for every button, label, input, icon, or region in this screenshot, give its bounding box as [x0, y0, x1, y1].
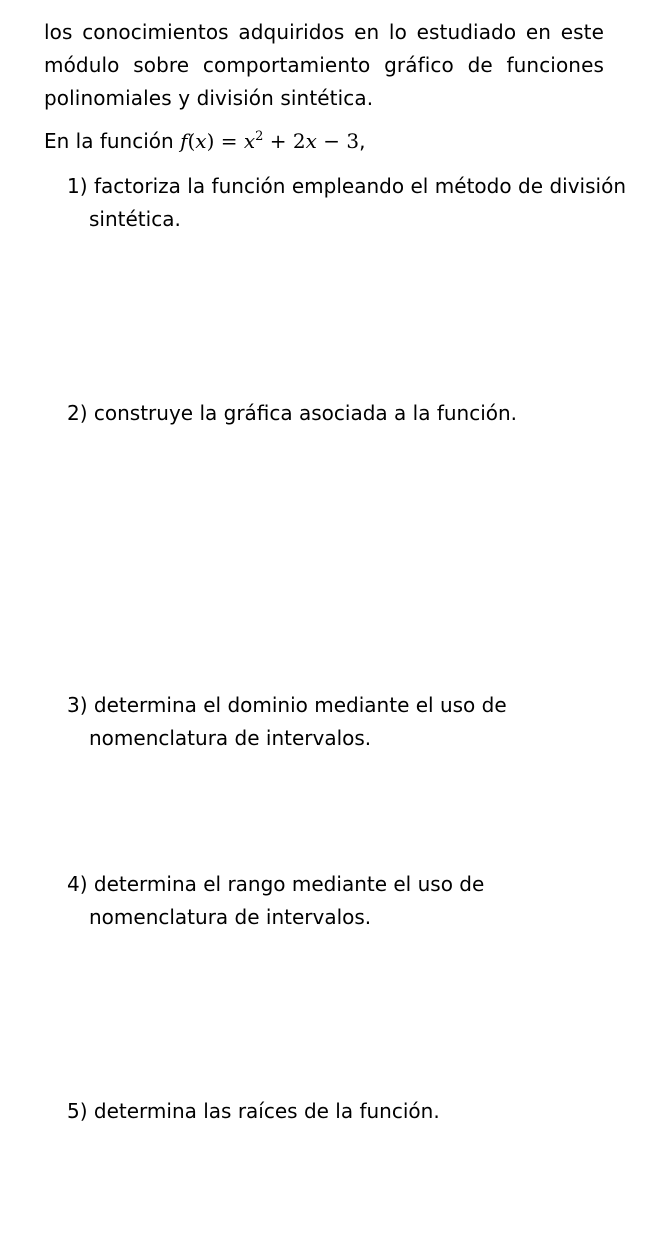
formula-function-name: f: [180, 129, 188, 153]
formula-close-paren: ): [206, 129, 215, 153]
task-text: determina el rango mediante el uso de nomenclatura de intervalos.: [89, 872, 485, 929]
function-statement-suffix: ,: [359, 129, 366, 153]
formula-equals: =: [214, 129, 244, 153]
formula-argument: x: [195, 129, 207, 153]
task-item-4: [67, 868, 559, 934]
formula-term1-exponent: 2: [255, 129, 264, 144]
task-number: 2): [67, 401, 88, 425]
formula-term2-variable: x: [305, 129, 317, 153]
task-item-2: [67, 397, 626, 430]
task-text: determina el dominio mediante el uso de nomenclatura de intervalos.: [89, 693, 507, 750]
intro-paragraph: los conocimientos adquiridos en lo estudiado en este módulo sobre comportamiento gráfico de funciones polinomiales y división sintética.: [44, 20, 604, 110]
task-text: construye la gráfica asociada a la función.: [93, 401, 518, 425]
task-number: 5): [67, 1099, 88, 1123]
task-number: 1): [67, 174, 88, 198]
task-item-5: [67, 1095, 626, 1128]
task-number: 3): [67, 693, 88, 717]
function-statement-prefix: En la función: [44, 129, 174, 153]
function-statement: [44, 125, 604, 158]
task-item-3: [67, 689, 579, 755]
function-formula: [180, 129, 359, 153]
formula-plus-coefficient: + 2: [263, 129, 306, 153]
formula-open-paren: (: [187, 129, 196, 153]
task-text: factoriza la función empleando el método de división sintética.: [89, 174, 626, 231]
task-item-1: [67, 170, 626, 236]
task-text: determina las raíces de la función.: [93, 1099, 440, 1123]
task-number: 4): [67, 872, 88, 896]
formula-term1-base: x: [243, 129, 256, 153]
formula-minus-constant: − 3: [316, 129, 360, 153]
